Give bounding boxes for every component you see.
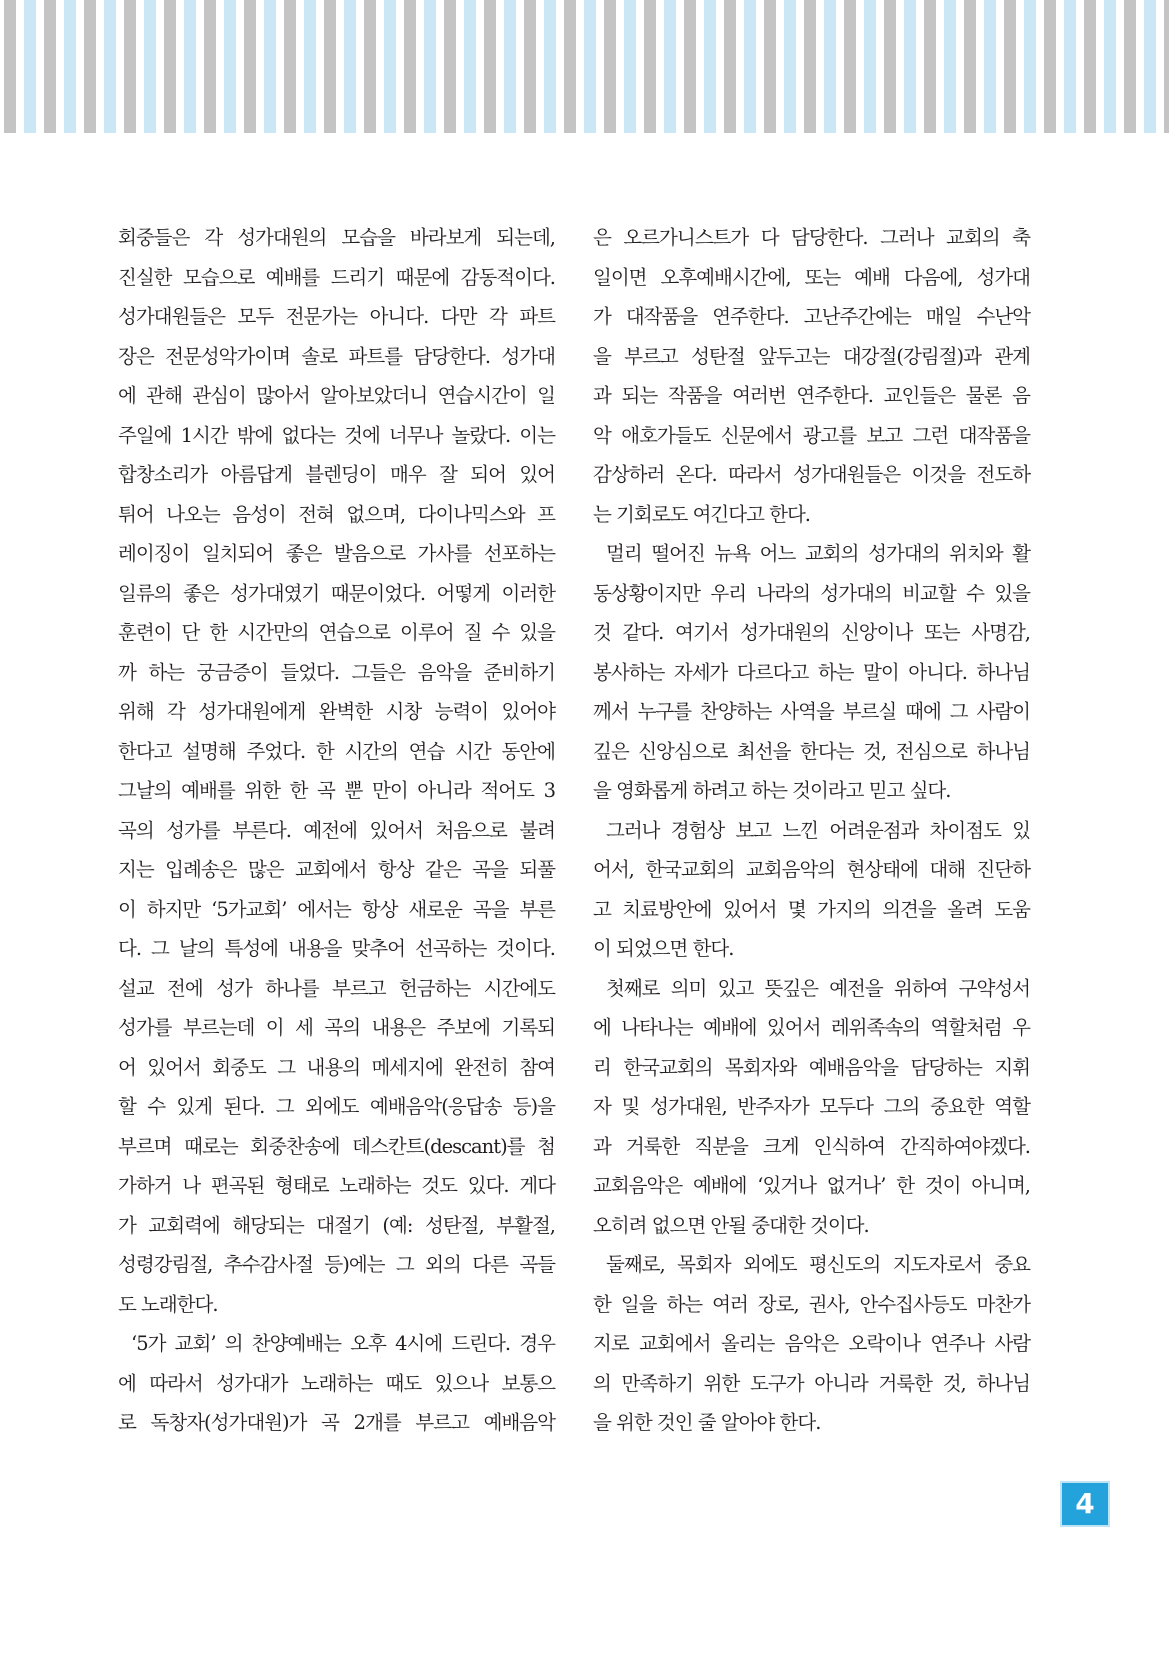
paragraph [118, 218, 555, 1324]
text-line: 깊은 신앙심으로 최선을 한다는 것, 전심으로 하나님 [593, 739, 1030, 763]
text-line: 곡의 성가를 부른다. 예전에 있어서 처음으로 불려 [118, 818, 555, 842]
text-line: 것 같다. 여기서 성가대원의 신앙이나 또는 사명감, [593, 621, 1030, 644]
text-line: 훈련이 단 한 시간만의 연습으로 이루어 질 수 있을 [118, 621, 555, 644]
text-line: 성령강림절, 추수감사절 등)에는 그 외의 다른 곡들 [118, 1253, 555, 1276]
text-line: 주일에 1시간 밖에 없다는 것에 너무나 놀랐다. 이는 [118, 423, 555, 447]
text-line: 일류의 좋은 성가대였기 때문이었다. 어떻게 이러한 [118, 581, 555, 605]
text-line: 위해 각 성가대원에게 완벽한 시창 능력이 있어야 [118, 700, 555, 723]
text-line: 한 일을 하는 여러 장로, 권사, 안수집사등도 마찬가 [593, 1292, 1030, 1316]
text-line: 할 수 있게 된다. 그 외에도 예배음악(응답송 등)을 [118, 1095, 555, 1118]
text-line: 부르며 때로는 회중찬송에 데스칸트(descant)를 첨 [118, 1134, 555, 1158]
paragraph [593, 811, 1030, 969]
text-line: 튀어 나오는 음성이 전혀 없으며, 다이나믹스와 프 [118, 502, 555, 526]
paragraph [593, 218, 1030, 534]
paragraph [593, 1245, 1030, 1443]
paragraph [593, 969, 1030, 1246]
text-line: 일이면 오후예배시간에, 또는 예배 다음에, 성가대 [593, 265, 1030, 289]
text-line: 그러나 경험상 보고 느낀 어려운점과 차이점도 있 [606, 818, 1030, 842]
text-line: 리 한국교회의 목회자와 예배음악을 담당하는 지휘 [593, 1055, 1030, 1079]
text-line: 과 되는 작품을 여러번 연주한다. 교인들은 물론 음 [593, 384, 1030, 407]
striped-header-band [0, 0, 1169, 133]
page-number: 4 [1060, 1481, 1110, 1527]
right-column [593, 218, 1030, 1443]
text-line: 악 애호가들도 신문에서 광고를 보고 그런 대작품을 [593, 423, 1030, 447]
text-line: 께서 누구를 찬양하는 사역을 부르실 때에 그 사람이 [593, 700, 1030, 723]
text-line: 고 치료방안에 있어서 몇 가지의 의견을 올려 도움 [593, 897, 1030, 921]
text-line: 한다고 설명해 주었다. 한 시간의 연습 시간 동안에 [118, 739, 555, 763]
text-line: 어서, 한국교회의 교회음악의 현상태에 대해 진단하 [593, 858, 1030, 881]
text-line: 을 영화롭게 하려고 하는 것이라고 믿고 싶다. [593, 779, 951, 802]
text-line: 과 거룩한 직분을 크게 인식하여 간직하여야겠다. [593, 1134, 1030, 1158]
paragraph [593, 534, 1030, 811]
text-line: 멀리 떨어진 뉴욕 어느 교회의 성가대의 위치와 활 [606, 542, 1030, 565]
text-line: 오히려 없으면 안될 중대한 것이다. [593, 1213, 869, 1237]
text-line: 지는 입례송은 많은 교회에서 항상 같은 곡을 되풀 [118, 858, 555, 881]
text-line: 은 오르가니스트가 다 담당한다. 그러나 교회의 축 [593, 226, 1030, 249]
text-line: 가 대작품을 연주한다. 고난주간에는 매일 수난악 [593, 305, 1030, 328]
text-line: 의 만족하기 위한 도구가 아니라 거룩한 것, 하나님 [593, 1371, 1030, 1395]
text-line: 을 위한 것인 줄 알아야 한다. [593, 1411, 821, 1434]
text-line: 에 관해 관심이 많아서 알아보았더니 연습시간이 일 [118, 384, 555, 407]
text-line: 성가를 부르는데 이 세 곡의 내용은 주보에 기록되 [118, 1016, 555, 1039]
text-line: 감상하러 온다. 따라서 성가대원들은 이것을 전도하 [593, 463, 1030, 486]
text-line: 에 나타나는 예배에 있어서 레위족속의 역할처럼 우 [593, 1016, 1030, 1039]
text-line: 가하거 나 편곡된 형태로 노래하는 것도 있다. 게다 [118, 1174, 555, 1197]
left-column [118, 218, 555, 1443]
text-line: 자 및 성가대원, 반주자가 모두다 그의 중요한 역할 [593, 1095, 1030, 1118]
text-line: 회중들은 각 성가대원의 모습을 바라보게 되는데, [118, 226, 555, 249]
text-line: 지로 교회에서 올리는 음악은 오락이나 연주나 사람 [593, 1332, 1030, 1355]
text-line: 장은 전문성악가이며 솔로 파트를 담당한다. 성가대 [118, 344, 555, 368]
text-line: 둘째로, 목회자 외에도 평신도의 지도자로서 중요 [606, 1253, 1030, 1276]
text-line: 동상황이지만 우리 나라의 성가대의 비교할 수 있을 [593, 581, 1030, 605]
text-line: 어 있어서 회중도 그 내용의 메세지에 완전히 참여 [118, 1055, 555, 1079]
text-line: 봉사하는 자세가 다르다고 하는 말이 아니다. 하나님 [593, 660, 1030, 684]
text-line: ‘5가 교회’ 의 찬양예배는 오후 4시에 드린다. 경우 [131, 1332, 555, 1355]
text-line: 그날의 예배를 위한 한 곡 뿐 만이 아니라 적어도 3 [118, 779, 555, 802]
text-line: 진실한 모습으로 예배를 드리기 때문에 감동적이다. [118, 265, 555, 289]
text-line: 첫째로 의미 있고 뜻깊은 예전을 위하여 구약성서 [606, 976, 1030, 1000]
text-line: 을 부르고 성탄절 앞두고는 대강절(강림절)과 관계 [593, 344, 1030, 368]
paragraph [118, 1324, 555, 1443]
text-line: 도 노래한다. [118, 1292, 218, 1316]
text-line: 까 하는 궁금증이 들었다. 그들은 음악을 준비하기 [118, 660, 555, 684]
text-line: 에 따라서 성가대가 노래하는 때도 있으나 보통으 [118, 1371, 555, 1395]
text-line: 교회음악은 예배에 ‘있거나 없거나’ 한 것이 아니며, [593, 1174, 1030, 1197]
text-line: 가 교회력에 해당되는 대절기 (예: 성탄절, 부활절, [118, 1213, 555, 1237]
text-line: 설교 전에 성가 하나를 부르고 헌금하는 시간에도 [118, 976, 555, 1000]
text-line: 다. 그 날의 특성에 내용을 맞추어 선곡하는 것이다. [118, 937, 555, 960]
text-line: 성가대원들은 모두 전문가는 아니다. 다만 각 파트 [118, 305, 555, 328]
text-line: 레이징이 일치되어 좋은 발음으로 가사를 선포하는 [118, 542, 555, 565]
text-line: 로 독창자(성가대원)가 곡 2개를 부르고 예배음악 [118, 1411, 555, 1434]
text-line: 이 되었으면 한다. [593, 937, 734, 960]
text-line: 합창소리가 아름답게 블렌딩이 매우 잘 되어 있어 [118, 463, 555, 486]
text-line: 이 하지만 ‘5가교회’ 에서는 항상 새로운 곡을 부른 [118, 897, 555, 921]
text-line: 는 기회로도 여긴다고 한다. [593, 502, 811, 526]
